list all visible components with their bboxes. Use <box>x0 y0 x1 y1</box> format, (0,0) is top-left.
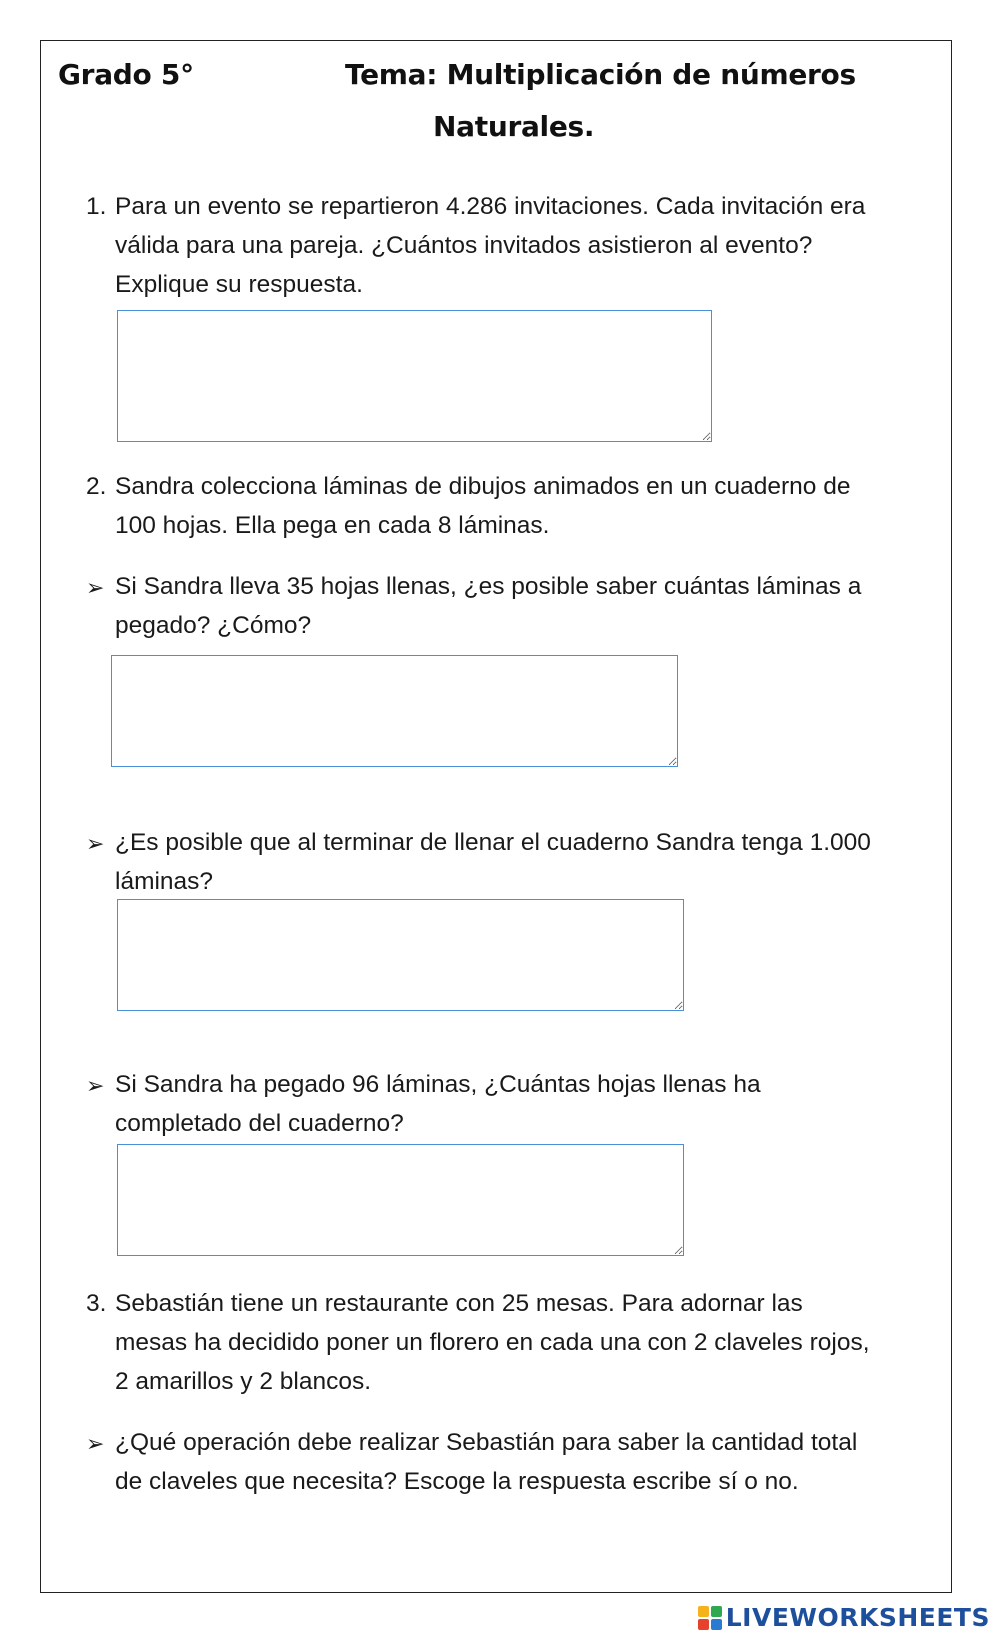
question-2c-text <box>115 1065 761 1143</box>
question-3a-text <box>115 1423 857 1501</box>
question-3-text <box>115 1284 870 1401</box>
question-2-text <box>115 467 851 545</box>
answer-box-q2b[interactable] <box>117 899 684 1011</box>
question-1-number: 1. <box>86 193 107 220</box>
text-line: válida para una pareja. ¿Cuántos invitados asistieron al evento? <box>115 232 813 259</box>
text-line: Si Sandra ha pegado 96 láminas, ¿Cuántas hojas llenas ha <box>115 1071 761 1098</box>
text-line: 100 hojas. Ella pega en cada 8 láminas. <box>115 512 550 539</box>
text-line: ¿Es posible que al terminar de llenar el cuaderno Sandra tenga 1.000 <box>115 829 871 856</box>
text-line: ¿Qué operación debe realizar Sebastián para saber la cantidad total <box>115 1429 858 1456</box>
arrow-bullet-icon: ➢ <box>86 831 105 856</box>
text-line: Si Sandra lleva 35 hojas llenas, ¿es posible saber cuántas láminas a <box>115 573 862 600</box>
arrow-bullet-icon: ➢ <box>86 575 105 600</box>
question-2a-text <box>115 567 861 645</box>
question-1-text <box>115 187 865 304</box>
arrow-bullet-icon: ➢ <box>86 1073 105 1098</box>
question-2b-text <box>115 823 871 901</box>
answer-box-q1[interactable] <box>117 310 712 442</box>
arrow-bullet-icon: ➢ <box>86 1431 105 1456</box>
text-line: Para un evento se repartieron 4.286 invitaciones. Cada invitación era <box>115 193 866 220</box>
text-line: completado del cuaderno? <box>115 1110 404 1137</box>
brand-name: LIVEWORKSHEETS <box>725 1603 990 1632</box>
text-line: mesas ha decidido poner un florero en cada una con 2 claveles rojos, <box>115 1329 870 1356</box>
grade-label: Grado 5° <box>58 58 194 91</box>
text-line: de claveles que necesita? Escoge la respuesta escribe sí o no. <box>115 1468 799 1495</box>
question-3-number: 3. <box>86 1290 107 1317</box>
text-line: láminas? <box>115 868 214 895</box>
topic-title-line2: Naturales. <box>433 110 595 143</box>
question-2-number: 2. <box>86 473 107 500</box>
text-line: Sandra colecciona láminas de dibujos animados en un cuaderno de <box>115 473 851 500</box>
text-line: Explique su respuesta. <box>115 271 363 298</box>
text-line: 2 amarillos y 2 blancos. <box>115 1368 372 1395</box>
liveworksheets-logo-icon <box>698 1606 722 1630</box>
text-line: pegado? ¿Cómo? <box>115 612 312 639</box>
text-line: Sebastián tiene un restaurante con 25 mesas. Para adornar las <box>115 1290 803 1317</box>
liveworksheets-brand <box>698 1603 990 1632</box>
topic-title-line1: Tema: Multiplicación de números <box>345 58 856 91</box>
answer-box-q2c[interactable] <box>117 1144 684 1256</box>
answer-box-q2a[interactable] <box>111 655 678 767</box>
